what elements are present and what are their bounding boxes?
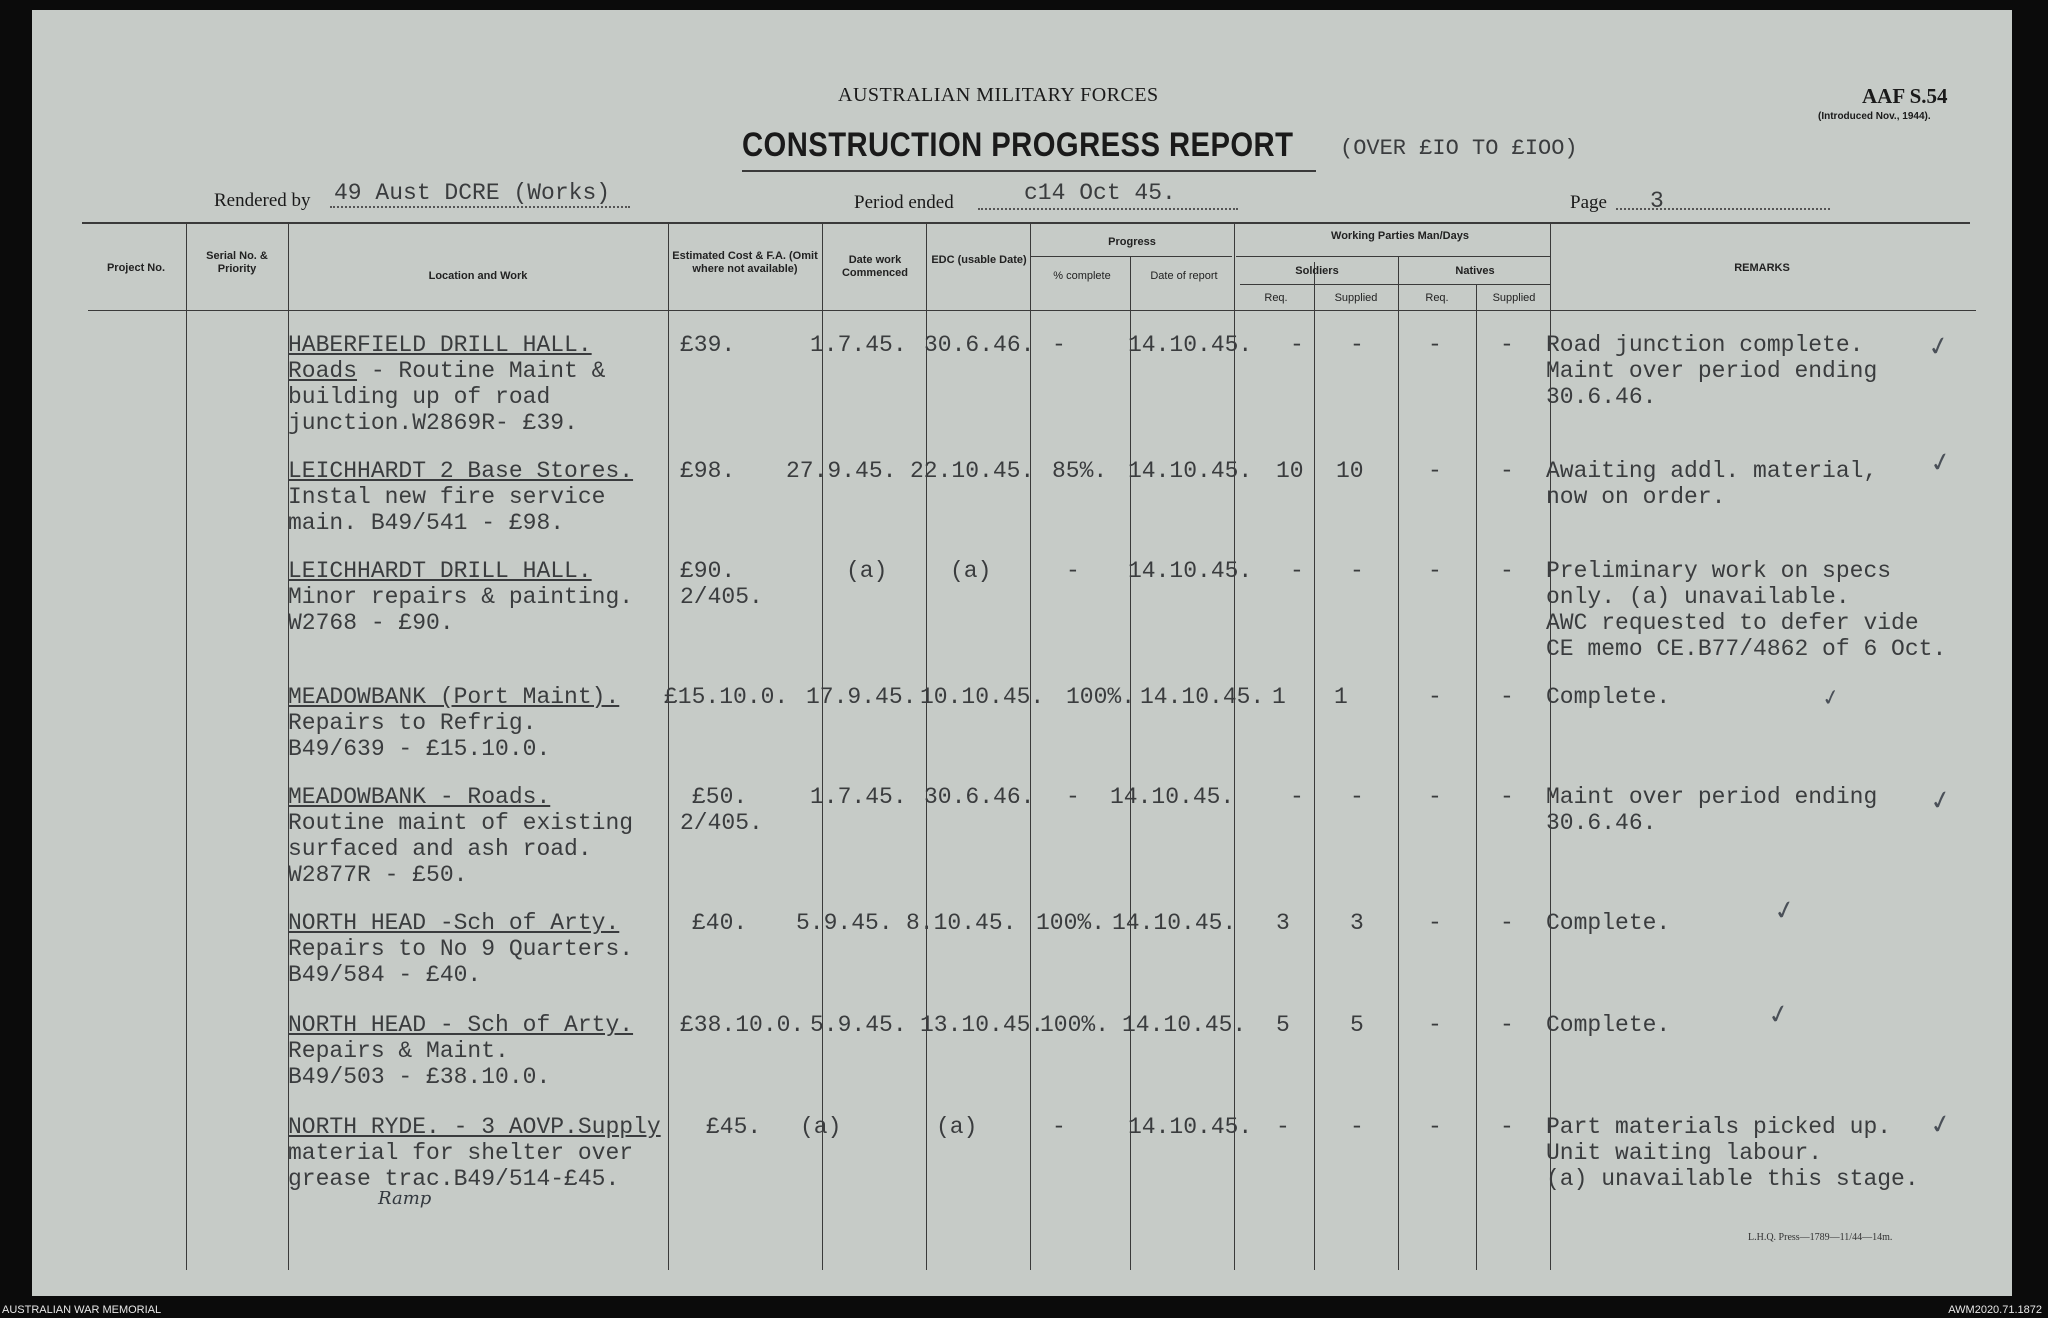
natives-supplied-cell: -: [1500, 558, 1514, 584]
date-cell: 14.10.45.: [1140, 684, 1265, 710]
remarks-line: Awaiting addl. material,: [1546, 458, 1878, 484]
remarks-line: Road junction complete.: [1546, 332, 1864, 358]
soldiers-supplied-cell: 5: [1350, 1012, 1364, 1038]
commenced-cell: 1.7.45.: [810, 784, 907, 810]
edc-cell: (a): [936, 1114, 978, 1140]
pct-cell: 100%.: [1066, 684, 1136, 710]
col-divider: [1030, 224, 1031, 1270]
location-line: MEADOWBANK - Roads.: [288, 784, 551, 810]
remarks-line: only. (a) unavailable.: [1546, 584, 1850, 610]
date-cell: 14.10.45.: [1128, 558, 1253, 584]
remarks-line: AWC requested to defer vide: [1546, 610, 1919, 636]
location-line: B49/503 - £38.10.0.: [288, 1064, 551, 1090]
pct-cell: -: [1052, 332, 1066, 358]
location-line: grease trac.B49/514-£45.: [288, 1166, 620, 1192]
soldiers-req-cell: -: [1290, 784, 1304, 810]
soldiers-req-cell: 1: [1272, 684, 1286, 710]
col-soldiers-req: Req.: [1264, 292, 1288, 304]
col-working-parties: Working Parties Man/Days: [1331, 230, 1469, 242]
remarks-line: Complete.: [1546, 684, 1671, 710]
natives-supplied-cell: -: [1500, 332, 1514, 358]
location-line: HABERFIELD DRILL HALL.: [288, 332, 592, 358]
location-line: surfaced and ash road.: [288, 836, 592, 862]
location-line: W2877R - £50.: [288, 862, 468, 888]
remarks-line: Complete.: [1546, 910, 1671, 936]
soldiers-req-cell: -: [1290, 558, 1304, 584]
rendered-by-label: Rendered by: [214, 190, 311, 211]
col-natives-supplied: Supplied: [1492, 292, 1536, 304]
pct-cell: 100%.: [1036, 910, 1106, 936]
natives-supplied-cell: -: [1500, 1114, 1514, 1140]
col-progress: Progress: [1108, 236, 1156, 248]
cost-cell: £39.: [680, 332, 736, 358]
check-mark-icon: ✓: [1927, 446, 1955, 480]
check-mark-icon: ✓: [1927, 1108, 1955, 1142]
location-line: W2768 - £90.: [288, 610, 454, 636]
page-value: 3: [1650, 188, 1664, 214]
natives-supplied-cell: -: [1500, 458, 1514, 484]
commenced-cell: 1.7.45.: [810, 332, 907, 358]
soldiers-supplied-cell: -: [1350, 1114, 1364, 1140]
soldiers-req-cell: -: [1290, 332, 1304, 358]
cost-cell: £98.: [680, 458, 736, 484]
cost-cell: £90.: [680, 558, 736, 584]
check-mark-icon: ✓: [1925, 330, 1953, 364]
rendered-by-dots: [330, 206, 630, 208]
soldiers-req-cell: 3: [1276, 910, 1290, 936]
remarks-line: CE memo CE.B77/4862 of 6 Oct.: [1546, 636, 1947, 662]
location-line: Roads - Routine Maint &: [288, 358, 606, 384]
rendered-by-value: 49 Aust DCRE (Works): [334, 180, 611, 206]
col-divider: [926, 224, 927, 1270]
col-date-report: Date of report: [1150, 270, 1218, 282]
footer-credit: AUSTRALIAN WAR MEMORIAL: [2, 1304, 162, 1316]
edc-cell: 22.10.45.: [910, 458, 1035, 484]
location-line: material for shelter over: [288, 1140, 634, 1166]
col-location: Location and Work: [428, 270, 528, 282]
col-divider: [1314, 262, 1315, 1270]
commenced-cell: 17.9.45.: [806, 684, 917, 710]
printer-imprint: L.H.Q. Press—1789—11/44—14m.: [1748, 1232, 1893, 1243]
edc-cell: 30.6.46.: [924, 784, 1035, 810]
col-remarks: REMARKS: [1734, 262, 1790, 274]
natives-req-cell: -: [1428, 558, 1442, 584]
check-mark-icon: ✓: [1819, 684, 1843, 713]
natives-req-cell: -: [1428, 784, 1442, 810]
remarks-line: Unit waiting labour.: [1546, 1140, 1823, 1166]
check-mark-icon: ✓: [1771, 894, 1799, 928]
natives-supplied-cell: -: [1500, 1012, 1514, 1038]
soldiers-req-cell: -: [1276, 1114, 1290, 1140]
location-line: Minor repairs & painting.: [288, 584, 634, 610]
remarks-line: Preliminary work on specs: [1546, 558, 1892, 584]
edc-cell: 8.10.45.: [906, 910, 1017, 936]
edc-cell: 10.10.45.: [920, 684, 1045, 710]
col-cost: Estimated Cost & F.A. (Omit where not available): [672, 250, 818, 275]
cost-reference: 2/405.: [680, 584, 763, 610]
natives-req-cell: -: [1428, 1012, 1442, 1038]
col-project-no: Project No.: [106, 262, 166, 274]
progress-rule: [1030, 256, 1232, 257]
location-line: Routine maint of existing: [288, 810, 634, 836]
date-cell: 14.10.45.: [1110, 784, 1235, 810]
col-divider: [1476, 284, 1477, 1270]
edc-cell: 13.10.45.: [920, 1012, 1045, 1038]
location-line: NORTH RYDE. - 3 AOVP.Supply: [288, 1114, 661, 1140]
soldiers-supplied-cell: -: [1350, 558, 1364, 584]
location-line: LEICHHARDT DRILL HALL.: [288, 558, 592, 584]
cost-cell: £38.10.0.: [680, 1012, 805, 1038]
natives-req-cell: -: [1428, 458, 1442, 484]
soldiers-supplied-cell: 3: [1350, 910, 1364, 936]
location-line: NORTH HEAD - Sch of Arty.: [288, 1012, 634, 1038]
col-natives-req: Req.: [1425, 292, 1449, 304]
cost-cell: £40.: [692, 910, 748, 936]
remarks-line: Complete.: [1546, 1012, 1671, 1038]
commenced-cell: (a): [846, 558, 888, 584]
location-line: Repairs & Maint.: [288, 1038, 509, 1064]
commenced-cell: 5.9.45.: [810, 1012, 907, 1038]
pct-cell: 100%.: [1040, 1012, 1110, 1038]
location-line: Repairs to No 9 Quarters.: [288, 936, 634, 962]
remarks-line: Part materials picked up.: [1546, 1114, 1892, 1140]
location-line: junction.W2869R- £39.: [288, 410, 578, 436]
location-line: B49/584 - £40.: [288, 962, 482, 988]
soldiers-supplied-cell: -: [1350, 784, 1364, 810]
title-underline: [742, 170, 1316, 172]
location-line: B49/639 - £15.10.0.: [288, 736, 551, 762]
working-parties-rule: [1236, 256, 1550, 257]
col-pct: % complete: [1053, 270, 1111, 282]
cost-reference: 2/405.: [680, 810, 763, 836]
col-commenced: Date work Commenced: [841, 254, 909, 279]
soldiers-req-cell: 5: [1276, 1012, 1290, 1038]
location-line: Repairs to Refrig.: [288, 710, 537, 736]
pct-cell: -: [1052, 1114, 1066, 1140]
col-divider: [668, 224, 669, 1270]
period-label: Period ended: [854, 192, 954, 213]
soldiers-supplied-cell: -: [1350, 332, 1364, 358]
remarks-line: 30.6.46.: [1546, 810, 1657, 836]
header-bottom-rule: [88, 310, 1976, 311]
col-soldiers-supplied: Supplied: [1334, 292, 1378, 304]
natives-supplied-cell: -: [1500, 910, 1514, 936]
location-line: building up of road: [288, 384, 551, 410]
edc-cell: 30.6.46.: [924, 332, 1035, 358]
location-line: Instal new fire service: [288, 484, 606, 510]
remarks-line: Maint over period ending: [1546, 784, 1878, 810]
col-natives: Natives: [1455, 265, 1495, 277]
soldiers-supplied-cell: 1: [1334, 684, 1348, 710]
footer-accession-number: AWM2020.71.1872: [1948, 1304, 2042, 1316]
natives-supplied-cell: -: [1500, 684, 1514, 710]
natives-req-cell: -: [1428, 1114, 1442, 1140]
remarks-line: Maint over period ending: [1546, 358, 1878, 384]
soldiers-req-cell: 10: [1276, 458, 1304, 484]
natives-req-cell: -: [1428, 332, 1442, 358]
location-line: LEICHHARDT 2 Base Stores.: [288, 458, 634, 484]
date-cell: 14.10.45.: [1122, 1012, 1247, 1038]
commenced-cell: (a): [800, 1114, 842, 1140]
pct-cell: -: [1066, 784, 1080, 810]
edc-cell: (a): [950, 558, 992, 584]
commenced-cell: 5.9.45.: [796, 910, 893, 936]
check-mark-icon: ✓: [1765, 998, 1793, 1032]
location-line: NORTH HEAD -Sch of Arty.: [288, 910, 620, 936]
date-cell: 14.10.45.: [1128, 332, 1253, 358]
report-title: CONSTRUCTION PROGRESS REPORT: [742, 126, 1294, 164]
title-note: (OVER £IO TO £IOO): [1340, 136, 1578, 161]
handwritten-annotation: Ramp: [378, 1188, 432, 1209]
remarks-line: (a) unavailable this stage.: [1546, 1166, 1919, 1192]
col-divider: [1398, 256, 1399, 1270]
location-line: MEADOWBANK (Port Maint).: [288, 684, 620, 710]
soldiers-supplied-cell: 10: [1336, 458, 1364, 484]
location-line: main. B49/541 - £98.: [288, 510, 565, 536]
natives-req-cell: -: [1428, 684, 1442, 710]
form-introduced: (Introduced Nov., 1944).: [1818, 111, 1931, 122]
pct-cell: 85%.: [1052, 458, 1108, 484]
forces-heading: AUSTRALIAN MILITARY FORCES: [838, 84, 1159, 106]
col-edc: EDC (usable Date): [931, 254, 1027, 266]
date-cell: 14.10.45.: [1128, 1114, 1253, 1140]
col-serial: Serial No. & Priority: [206, 250, 268, 275]
col-soldiers: Soldiers: [1295, 265, 1339, 277]
check-mark-icon: ✓: [1927, 784, 1955, 818]
cost-cell: £50.: [692, 784, 748, 810]
cost-cell: £15.10.0.: [664, 684, 789, 710]
cost-cell: £45.: [706, 1114, 762, 1140]
natives-supplied-cell: -: [1500, 784, 1514, 810]
page-label: Page: [1570, 192, 1607, 213]
period-dots: [978, 208, 1238, 210]
page-dots: [1616, 208, 1830, 210]
soldiers-natives-rule: [1240, 284, 1550, 285]
remarks-line: now on order.: [1546, 484, 1726, 510]
pct-cell: -: [1066, 558, 1080, 584]
commenced-cell: 27.9.45.: [786, 458, 897, 484]
form-number: AAF S.54: [1862, 84, 1948, 108]
period-value: c14 Oct 45.: [1024, 180, 1176, 206]
col-divider: [186, 224, 187, 1270]
table-top-rule: [82, 222, 1970, 224]
date-cell: 14.10.45.: [1112, 910, 1237, 936]
date-cell: 14.10.45.: [1128, 458, 1253, 484]
remarks-line: 30.6.46.: [1546, 384, 1657, 410]
natives-req-cell: -: [1428, 910, 1442, 936]
